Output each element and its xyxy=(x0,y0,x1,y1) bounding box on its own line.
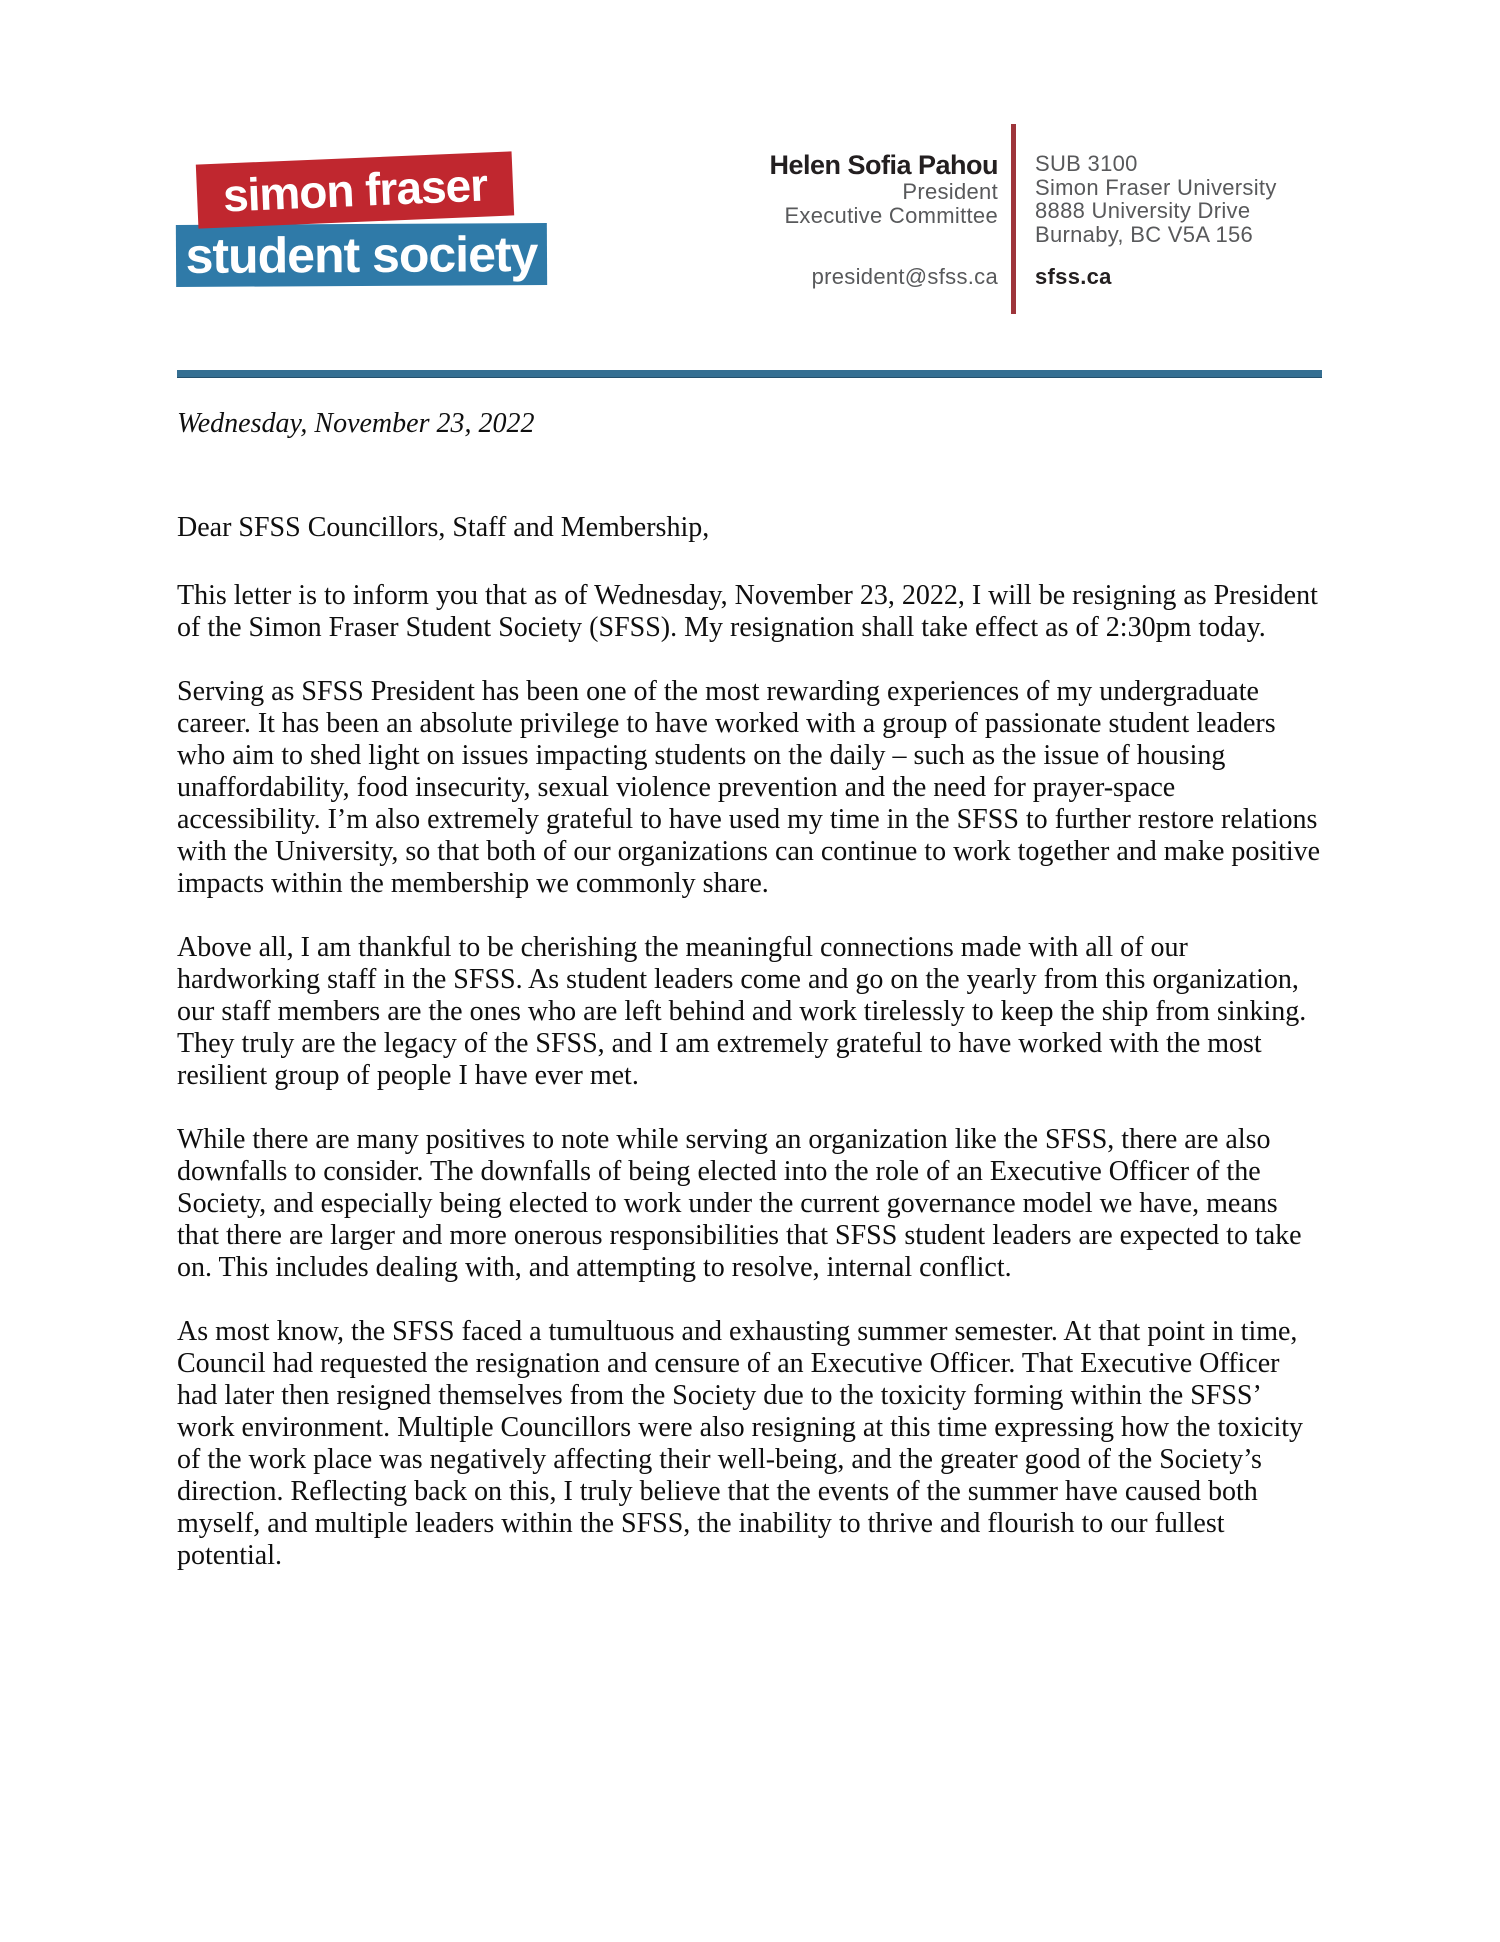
contact-email: president@sfss.ca xyxy=(811,264,998,289)
letter-paragraphs xyxy=(177,580,1323,1572)
logo-blue-banner xyxy=(176,223,547,287)
letter-paragraph: While there are many positives to note while serving an organization like the SFSS, there are also downfalls to consider. The downfalls of being elected into the role of an Executive Officer of the Society, and especially being elected to work under the current governance model we have, means that there are larger and more onerous responsibilities that SFSS student leaders are expected to take on. This includes dealing with, and attempting to resolve, internal conflict. xyxy=(177,1124,1302,1283)
contact-block xyxy=(640,150,998,228)
letter-paragraph: Above all, I am thankful to be cherishing the meaningful connections made with all of our hardworking staff in the SFSS. As student leaders come and go on the yearly from this organization, our staff members are the ones who are left behind and work tirelessly to keep the ship from sinking. They truly are the legacy of the SFSS, and I am extremely grateful to have worked with the most resilient group of people I have ever met. xyxy=(177,932,1307,1091)
logo-text-bottom: student society xyxy=(185,226,538,284)
address-line-3: 8888 University Drive xyxy=(1035,198,1251,223)
letter-paragraph: This letter is to inform you that as of Wednesday, November 23, 2022, I will be resigning as President of the Simon Fraser Student Society (SFSS). My resignation shall take effect as of 2:30pm today. xyxy=(177,580,1318,643)
letter-paragraph: As most know, the SFSS faced a tumultuous and exhausting summer semester. At that point in time, Council had requested the resignation and censure of an Executive Officer. That Executive Officer had later then resigned themselves from the Society due to the toxicity forming within the SFSS’ work environment. Multiple Councillors were also resigning at this time expressing how the toxicity of the work place was negatively affecting their well-being, and the greater good of the Society’s direction. Reflecting back on this, I truly believe that the events of the summer have caused both myself, and multiple leaders within the SFSS, the inability to thrive and flourish to our fullest potential. xyxy=(177,1316,1304,1571)
address-line-1: SUB 3100 xyxy=(1035,151,1138,176)
address-line-2: Simon Fraser University xyxy=(1035,174,1277,200)
letter-date: Wednesday, November 23, 2022 xyxy=(177,408,535,439)
contact-committee: Executive Committee xyxy=(784,203,998,228)
contact-title: President xyxy=(902,179,998,204)
logo-red-banner xyxy=(196,151,514,228)
logo-text-top: simon fraser xyxy=(221,158,489,222)
letter-salutation: Dear SFSS Councillors, Staff and Membership, xyxy=(177,512,710,543)
letter-paragraph: Serving as SFSS President has been one of the most rewarding experiences of my undergraduate career. It has been an absolute privilege to have worked with a group of passionate student leaders who aim to shed light on issues impacting students on the daily – such as the issue of housing unaffordability, food insecurity, sexual violence prevention and the need for prayer-space accessibility. I’m also extremely grateful to have used my time in the SFSS to further restore relations with the University, so that both of our organizations can continue to work together and make positive impacts within the membership we commonly share. xyxy=(177,676,1321,899)
website: sfss.ca xyxy=(1035,264,1112,289)
header-rule xyxy=(177,370,1322,378)
address-block xyxy=(1035,152,1277,246)
address-line-4: Burnaby, BC V5A 156 xyxy=(1035,221,1254,247)
contact-name: Helen Sofia Pahou xyxy=(769,150,998,180)
letter-body xyxy=(177,408,1323,1604)
letterhead-divider xyxy=(1011,124,1016,314)
